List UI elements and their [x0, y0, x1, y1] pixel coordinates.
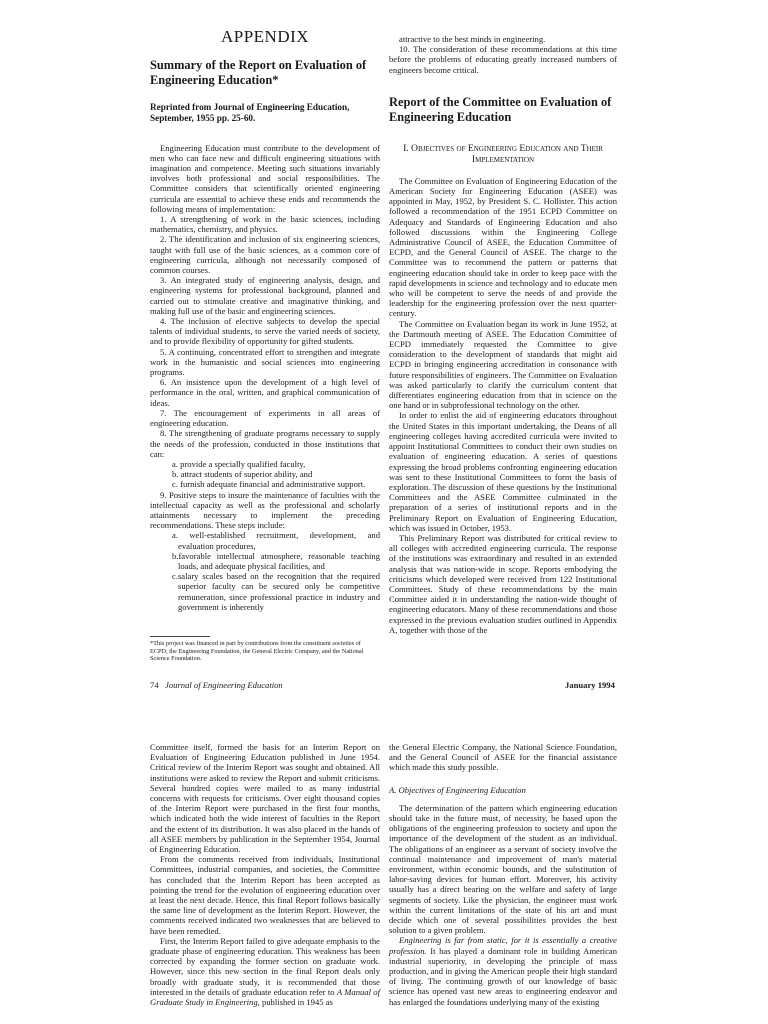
- recommendation-10: 10. The consideration of these recommendations at this time before the problems of educating greatly increased numbers of engineers become critical.: [389, 44, 617, 75]
- recommendation-7: 7. The encouragement of experiments in all areas of engineering education.: [150, 407, 380, 429]
- page-footer-left: [150, 680, 283, 690]
- subsection-heading: A. Objectives of Engineering Education: [389, 784, 526, 795]
- issue-date: January 1994: [565, 680, 615, 690]
- recommendation-5: 5. A continuing, concentrated effort to strengthen and integrate work in the humanistic and social sciences into engineering programs.: [150, 346, 380, 378]
- section-heading: I. Objectives of Engineering Education and Their Implementation: [403, 142, 603, 166]
- recommendation-8: 8. The strengthening of graduate programs necessary to supply the needs of the profession, conducted in those institutions that can:: [150, 428, 380, 459]
- body-paragraph: From the comments received from individuals, Institutional Committees, industrial companies, and societies, the Committee has concluded that the Interim Report has been accepted as pointing the trend for the evolution of engineering education over at least the next decade. Hence, this final Report follows basically the same line of development as the Interim Report. However, the comments received indicated two weaknesses that are believed to have been remedied.: [150, 854, 380, 936]
- journal-page-75: [0, 740, 768, 1024]
- recommendation-9: 9. Positive steps to insure the maintenance of faculties with the intellectual capacity as well as the professional and scholarly attainments necessary to implement the preceding recommendations. These steps include:: [150, 489, 380, 531]
- right-column: [389, 742, 617, 1007]
- recommendation-4: 4. The inclusion of elective subjects to develop the special talents of individual students, to serve the varied needs of society, and to provide flexibility of opportunity for gifted students.: [150, 316, 380, 347]
- intro-paragraph: Engineering Education must contribute to the development of men who can face new and difficult engineering situations with imagination and competence. Meeting such situations invariably involves both professional and social responsibilities. The Committee considers that scientifically oriented engineering curricula are essential to achieve these ends and recommends the following means of implementation:: [150, 142, 380, 214]
- appendix-heading: APPENDIX: [220, 27, 310, 46]
- body-paragraph: This Preliminary Report was distributed for critical review to all colleges with accredited engineering curricula. The response of the institutions was extraordinary and resulted in an extended analysis that was nation-wide in scope. Reports embodying the criticisms which developed were received from 122 Institutional Committees. Study of these recommendations by the main Committee aided it in understanding the nation-wide thought of engineering educators. Many of these recommendations and those expressed in the previous evaluation studies outlined in Appendix A, together with those of the: [389, 532, 617, 635]
- left-column: [150, 28, 380, 612]
- summary-title: Summary of the Report on Evaluation of Engineering Education*: [150, 58, 367, 88]
- body-paragraph: In order to enlist the aid of engineering educators throughout the United States in this important undertaking, the Deans of all engineering colleges having accredited curricula were invited to appoint Institutional Committees to conduct their own studies on evaluation of engineering education. A series of questions expressing the broad problems confronting engineering education was sent to these Institutional Committees to form the basis of exploration. The discussion of these questions by the Institutional Committees and the ASEE Committee culminated in the preparation of a series of institutional reports and in the Preliminary Report on Evaluation of Engineering Education, which was issued in October, 1953.: [389, 410, 617, 533]
- page-number: 74: [150, 680, 159, 690]
- page-gap: [0, 712, 768, 740]
- paragraph-text: First, the Interim Report failed to give adequate emphasis to the graduate phase of engineering education. This weakness has been corrected by expanding the former section on graduate work. However, since this new section in the final Report deals only broadly with graduate study, it is recommended that those interested in the details of graduate education refer to: [150, 935, 380, 997]
- report-title: Report of the Committee on Evaluation of Engineering Education: [389, 94, 612, 124]
- recommendation-2: 2. The identification and inclusion of six engineering sciences, taught with full use of the basic sciences, as a common core of engineering curricula, although not necessarily composed of common courses.: [150, 234, 380, 276]
- right-column: [389, 34, 617, 635]
- recommendation-8a: a. provide a specially qualified faculty,: [172, 458, 306, 469]
- recommendation-8c: c. furnish adequate financial and administrative support.: [172, 479, 366, 490]
- acknowledgment-text: the General Electric Company, the National Science Foundation, and the General Council of ASEE for the financial assistance which made this study possible.: [389, 742, 617, 773]
- continuation-text: attractive to the best minds in engineering.: [399, 34, 546, 44]
- footnote-rule: [150, 636, 210, 637]
- paragraph-tail: published in 1945 as: [259, 997, 333, 1008]
- body-paragraph: Committee itself, formed the basis for an Interim Report on Evaluation of Engineering Education published in June 1954. Critical review of the Interim Report was sought and obtained. All institutions were asked to review the Report and submit criticisms. Several hundred copies were mailed to as many industrial concerns with requests for criticisms. Over eight thousand copies of the Interim Report were purchased in the first four months, which indicated both the wide interest of faculties in the Report and the extent of its distribution. It was also placed in the hands of all ASEE members by publication in the September 1954, Journal of Engineering Education.: [150, 742, 380, 855]
- body-paragraph: [150, 936, 380, 1007]
- recommendation-6: 6. An insistence upon the development of a high level of performance in the oral, written, and graphical communication of ideas.: [150, 377, 380, 408]
- recommendation-1: 1. A strengthening of work in the basic sciences, including mathematics, chemistry, and physics.: [150, 214, 380, 235]
- journal-name: Journal of Engineering Education: [165, 680, 283, 690]
- footnote: *This project was financed in part by contributions from the constituent societies of ECPD, the Engineering Foundation, the General Electric Company, and the National Science Foundation.: [150, 640, 364, 663]
- body-paragraph: The Committee on Evaluation of Engineering Education of the American Society for Engineering Education (ASEE) was appointed in May, 1952, by President S. C. Hollister. This action followed a recommendation of the 1951 ECPD Committee on Adequacy and Standards of Engineering Education and also followed discussions within the Engineering College Administrative Council of ASEE, the Education Committee of ECPD, and the General Council of ASEE. The charge to the Committee was to recommend the pattern or patterns that engineering education should take in order to keep pace with the rapid developments in science and technology and to educate men who will be competent to serve the needs of and provide the leadership for the engineering profession over the next quarter-century.: [389, 175, 617, 319]
- recommendation-3: 3. An integrated study of engineering analysis, design, and engineering systems for professional background, planned and carried out to stimulate creative and imaginative thinking, and making full use of the basic and engineering sciences.: [150, 275, 380, 316]
- reprint-note: Reprinted from Journal of Engineering Education, September, 1955 pp. 25-60.: [150, 102, 350, 124]
- emphasis-text: Engineering is far from static, for it is essentially a creative profession.: [389, 935, 617, 956]
- body-paragraph: The determination of the pattern which engineering education should take in the future must, of necessity, be based upon the obligations of the engineering profession to society and upon the importance of the development of the student as an individual. The obligations of an engineer as a servant of society involve the continual maintenance and improvement of man's material environment, within economic bounds, and the substitution of labor-saving devices for human effort. Moreover, his activity usually has a direct bearing on the welfare and safety of large segments of society. Like the physician, the engineer must work within the current limitations of the state of his art and must decide which one of several possibilities provides the best solution to a given problem.: [389, 802, 617, 936]
- recommendation-9b: b.favorable intellectual atmosphere, reasonable teaching loads, and adequate physical facilities, and: [172, 550, 380, 571]
- left-column: [150, 742, 380, 1007]
- body-paragraph: The Committee on Evaluation began its work in June 1952, at the Dartmouth meeting of ASEE. The Education Committee of ECPD immediately requested the Committee to give consideration to the development of standards that might aid ECPD in bringing engineering accreditation in consonance with future responsibilities of engineers. The Committee on Evaluation was asked particularly to clarify the curriculum content that differentiates engineering education from that in science on the one hand or in subprofessional technology on the other.: [389, 318, 617, 411]
- recommendation-8b: b. attract students of superior ability, and: [172, 469, 313, 480]
- recommendation-9a: a. well-established recruitment, development, and evaluation procedures,: [172, 530, 380, 551]
- manual-title: A Manual of Graduate Study in Engineering,: [150, 986, 380, 1008]
- recommendation-9c: c.salary scales based on the recognition that the required superior faculty can be secured only be competitive remuneration, since professional practice in industry and government is inherently: [172, 571, 380, 612]
- paragraph-text: It has played a dominant role in building American industrial superiority, in developing the principle of mass production, and in giving the American people their high standard of living. The continuing growth of our knowledge of basic science has opened vast new areas to engineering endeavor and has enlarged the foundations underlying many of the existing: [389, 945, 617, 1007]
- body-paragraph: [389, 935, 617, 1006]
